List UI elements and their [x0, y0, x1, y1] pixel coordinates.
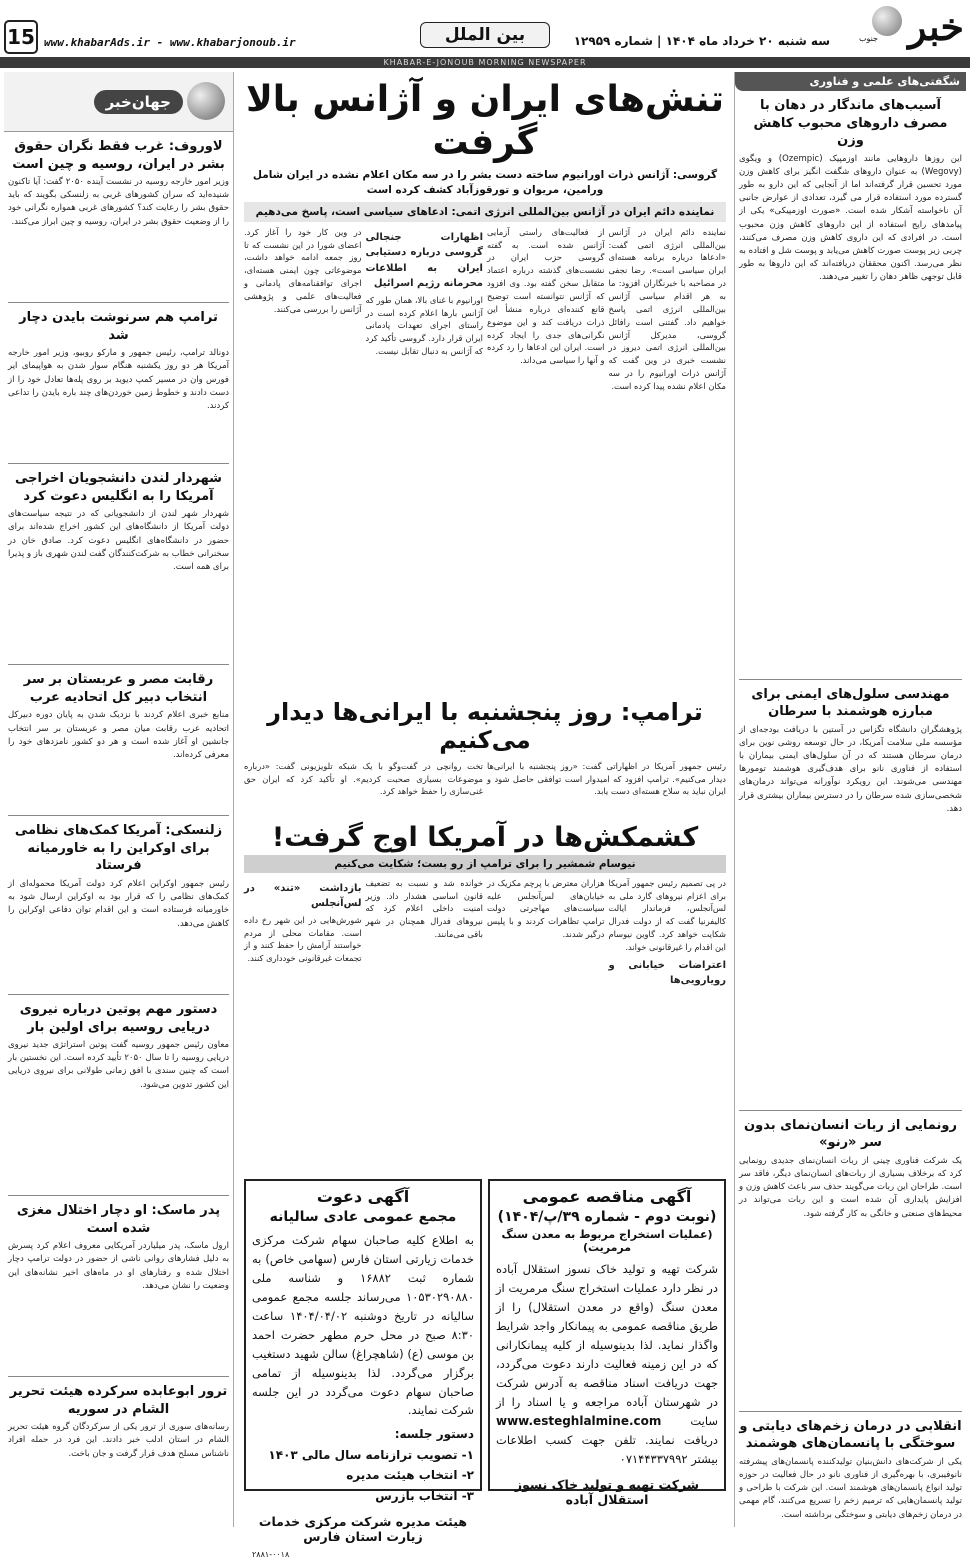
agenda-item: ۱- تصویب ترازنامه سال مالی ۱۴۰۳	[268, 1447, 474, 1462]
page-number: 15	[4, 20, 38, 54]
world-news-header	[4, 72, 233, 132]
us-tensions-subhead: نیوسام شمشیر را برای ترامپ از رو بست؛ شکایت می‌کنیم	[244, 855, 726, 873]
agenda-item: ۳- انتخاب بازرس	[375, 1488, 474, 1503]
meeting-advertisement	[244, 1179, 482, 1559]
trump-headline[interactable]: ترامپ: روز پنجشنبه با ایرانی‌ها دیدار می‌کنیم	[267, 697, 703, 754]
article-body: رئیس جمهور اوکراین اعلام کرد دولت آمریکا محموله‌ای از کمک‌های نظامی را که قرار بود به اوکراین ارسال شود به خاورمیانه فرستاده است و این اقدام توان دفاعی اوکراین را کاهش می‌دهد.	[8, 879, 229, 929]
agenda-label: دستور جلسه:	[394, 1427, 474, 1442]
article-title[interactable]: رقابت مصر و عربستان بر سر انتخاب دبیر کل اتحادیه عرب	[23, 672, 214, 705]
main-article-columns	[240, 222, 730, 692]
article-body: دونالد ترامپ، رئیس جمهور و مارکو روبیو، وزیر امور خارجه آمریکا هر دو روز یکشنبه هنگام سوار شدن به هواپیمای ایر فورس وان در مسیر کمپ دیوید بر روی پله‌ها تعادل خود را از دست دادند و خطوط زمین خوردن‌های چند باره بایدن را تداعی کردند.	[8, 348, 229, 411]
divider	[8, 994, 229, 995]
inline-heading: اعتراضات خیابانی و رویارویی‌ها	[608, 959, 726, 987]
article-title[interactable]: شهردار لندن دانشجویان اخراجی آمریکا را به انگلیس دعوت کرد	[15, 471, 222, 504]
article-body: رسانه‌های سوری از ترور یکی از سرکردگان گروه هیئت تحریر الشام در استان ادلب خبر دادند. این فرد در حمله افراد ناشناس مسلح هدف قرار گرفت و جان باخت.	[8, 1422, 229, 1459]
article-text: در پی تصمیم رئیس جمهور آمریکا برای اعزام نیروهای گارد ملی به لس‌آنجلس، فرماندار ایالت کالیفرنیا گفت که از دولت فدرال شکایت خواهد کرد. گاوین نیوسام این اقدام را غیرقانونی خواند.	[608, 877, 726, 953]
us-tensions-headline[interactable]: کشمکش‌ها در آمریکا اوج گرفت!	[271, 821, 699, 853]
globe-icon	[187, 82, 225, 120]
ad-text: شرکت تهیه و تولید خاک نسوز استقلال آباده در نظر دارد عملیات استخراج سنگ مرمریت از معدن سنگ (واقع در معدن استقلال) را از طریق مناقصه عمومی به پیمانکار واجد شرایط واگذار نماید. لذا بدینوسیله از کلیه پیمانکارانی که در این زمینه فعالیت دارند دعوت می‌گردد، جهت دریافت اسناد مناقصه به آدرس شرکت در شهرستان آباده مراجعه و یا اسناد را از سایت	[496, 1261, 718, 1428]
ad-footer: هیئت مدیره شرکت مرکزی خدمات زیارت استان فارس	[258, 1514, 468, 1544]
main-news-area	[240, 72, 730, 1559]
article-text: اورانیوم با غنای بالا، همان طور که آژانس بارها اعلام کرده است در راستای اجرای تعهدات پادمانی ایران قرار دارد. گروسی تأکید کرد که آژانس به دنبال تقابل نیست.	[365, 294, 483, 357]
divider	[739, 679, 962, 680]
advertisements	[240, 1173, 730, 1559]
article-title[interactable]: زلنسکی: آمریکا کمک‌های نظامی برای اوکراین را به خاورمیانه فرستاد	[14, 823, 223, 874]
main-subhead-secondary: نماینده دائم ایران در آژانس بین‌المللی انرژی اتمی: ادعاهای سیاسی است، پاسخ می‌دهیم	[244, 202, 726, 222]
article-column: در وین کار خود را آغاز کرد. اعضای شورا در این نشست که تا روز جمعه ادامه خواهد داشت، موضوعاتی چون ایمنی هسته‌ای، اجرای توافقنامه‌های پادمانی و فعالیت‌های علمی و پژوهشی آژانس را بررسی می‌کنند.	[244, 226, 362, 314]
article-column: از فعالیت‌های راستی آزمایی آژانس شده است. به گفته گروسی حزب ایران در نشست‌های گذشته درباره اعتماد متقابل سخن گفته بود. وی افزود که آژانس نتوانسته است توضیح قانع کننده‌ای درباره منشأ این ذرات دریافت کند و این موضوع نگرانی‌های جدی را ایجاد کرده است. ایران این ادعاها را رد کرده و آنها را سیاسی می‌داند.	[487, 226, 605, 366]
main-headline[interactable]: تنش‌های ایران و آژانس بالا گرفت	[245, 79, 725, 164]
article-title[interactable]: مهندسی سلول‌های ایمنی برای مبارزه هوشمند با سرطان	[751, 686, 950, 720]
article-column: نماینده دائم ایران در آژانس بین‌المللی انرژی اتمی گفت: «ادعاها درباره برنامه هسته‌ای ایران سیاسی است». رضا نجفی در مصاحبه با خبرنگاران افزود: ما به هر اقدام سیاسی آژانس بین‌المللی انرژی اتمی پاسخ خواهیم داد. گفتنی است رافائل گروسی، مدیرکل آژانس بین‌المللی انرژی اتمی دیروز در نشست خبری در وین گفت که آژانس ذرات اورانیوم را در سه مکان اعلام نشده پیدا کرده است.	[608, 226, 726, 392]
article-column	[244, 877, 362, 1169]
inline-heading: بازداشت «تند» در لس‌آنجلس	[244, 882, 362, 910]
divider	[8, 302, 229, 303]
globe-icon	[872, 6, 902, 36]
article-column	[366, 226, 484, 688]
masthead-banner: KHABAR-E-JONOUB MORNING NEWSPAPER	[0, 57, 970, 68]
article-body: منابع خبری اعلام کردند با نزدیک شدن به پایان دوره دبیرکل اتحادیه عرب رقابت میان مصر و عربستان بر سر انتخاب جانشین او آغاز شده است و هر دو کشور نامزدهای خود را معرفی کرده‌اند.	[8, 710, 229, 760]
article-column: خوانده شد و نسبت به تضعیف قانون اساسی هشدار داد. وزیر امنیت داخلی اعلام کرد که نیروهای فدرال همچنان در شهر باقی می‌مانند.	[365, 877, 483, 940]
divider	[8, 1376, 229, 1377]
article-body: این روزها داروهایی مانند اوزمپیک (Ozempic) و ویگوی (Wegovy) به عنوان داروهای شگفت انگیز برای کاهش وزن مورد تحسین قرار گرفته‌اند اما از آنجایی که این دارو به طور گسترده مورد استفاده قرار می گیرد، تعدادی از عوارض جانبی آن ناخواسته آشکار شده است. «صورت اوزمپیکی» یکی از پیامدهای رایج استفاده از این داروهای کاهش وزن محبوب است. در افرادی که این داروی کاهش وزن مصرف می‌کنند، چربی زیر پوست صورت کاهش می‌یابد و پوست شل و افتاده به نظر می‌رسد. اکنون محققان دریافته‌اند که این داروها به طور قابل توجهی ظاهر دهان را تغییر می‌دهند.	[739, 153, 962, 283]
divider	[739, 1110, 962, 1111]
article-body: شهردار شهر لندن از دانشجویانی که در نتیجه سیاست‌های دولت آمریکا از دانشگاه‌های این کشور اخراج شده‌اند برای حضور در دانشگاه‌های انگلیس دعوت کرد. صادق خان در سخنرانی خطاب به شرکت‌کنندگان گفت لندن شهری باز و پذیرا برای همه است.	[8, 509, 229, 572]
ad-code: ۲۸۸۱-۰۰۱۸	[252, 1550, 290, 1559]
agenda-item: ۲- انتخاب هیئت مدیره	[346, 1468, 474, 1483]
ad-footer: شرکت تهیه و تولید خاک نسوز استقلال آباده	[514, 1477, 700, 1508]
newspaper-logo	[844, 4, 964, 49]
column-label: جهان‌خبر	[94, 90, 183, 114]
inline-heading: اظهارات جنجالی گروسی درباره دستیابی ایران به اطلاعات محرمانه رژیم اسرائیل	[365, 231, 483, 290]
divider	[739, 1411, 962, 1412]
trump-article-columns	[240, 756, 730, 816]
divider	[8, 815, 229, 816]
section-title: بین الملل	[420, 22, 550, 48]
article-column	[609, 877, 727, 1169]
article-title[interactable]: لاوروف: غرب فقط نگران حقوق بشر در ایران، روسیه و چین است	[12, 139, 225, 172]
tender-advertisement	[488, 1179, 726, 1508]
ad-url[interactable]: www.esteghlalmine.com	[496, 1413, 662, 1428]
masthead	[0, 0, 970, 67]
ad-body: به اطلاع کلیه صاحبان سهام شرکت مرکزی خدمات زیارتی استان فارس (سهامی خاص) به شماره ثبت ۱۶۸۸۲ و شناسه ملی ۱۰۵۳۰۲۹۰۸۸۰ می‌رساند جلسه مجمع عمومی سالیانه در تاریخ دوشنبه ۱۴۰۴/۰۴/۰۲ ساعت ۸:۳۰ صبح در محل حرم مطهر حضرت احمد بن موسی (ع) (شاهچراغ) سالن شهید دستغیب برگزار می‌گردد. لذا بدینوسیله از تمامی صاحبان سهام دعوت می‌گردد در این جلسه شرکت نمایند.	[252, 1232, 474, 1418]
column-label: شگفتی‌های علمی و فناوری	[735, 72, 966, 91]
dateline: سه شنبه ۲۰ خرداد ماه ۱۴۰۴ | شماره ۱۲۹۵۹	[573, 34, 830, 48]
article-title[interactable]: رونمایی از ربات انسان‌نمای بدون سر «رنو»	[744, 1117, 957, 1151]
article-title[interactable]: ترور ابوعابده سرکرده هیئت تحریر الشام در سوریه	[9, 1384, 228, 1417]
article-title[interactable]: ترامپ هم سرنوشت بایدن دچار شد	[19, 310, 218, 343]
article-body: پژوهشگران دانشگاه تگزاس در آستین با دریافت بودجه‌ای از مؤسسه ملی سلامت آمریکا، در حال توسعه روشی نوین برای درمان سرطان هستند که در آن سلول‌های ایمنی بیماران با استفاده از فناوری نانو برای هدف‌گیری هوشمند تومورها مهندسی می‌شوند. این رویکرد نوآورانه می‌تواند درمان‌های شخصی‌سازی شده سرطان را در دسترس بیماران بیشتری قرار دهد.	[739, 724, 962, 814]
article-title[interactable]: آسیب‌های ماندگار در دهان با مصرف داروهای محبوب کاهش وزن	[753, 98, 948, 149]
ad-title: آگهی مناقصه عمومی	[522, 1186, 692, 1206]
article-body: معاون رئیس جمهور روسیه گفت پوتین استراتژی جدید نیروی دریایی روسیه را تا سال ۲۰۵۰ تأیید کرده است. این نخستین بار است که چنین سندی با افق زمانی طولانی برای نیروی دریایی این کشور تدوین می‌شود.	[8, 1040, 229, 1090]
article-body: وزیر امور خارجه روسیه در نشست آینده ۲۰۵۰ گفت: آیا تاکنون شنیده‌اید که سران کشورهای غربی به زلنسکی بگویند که باید حقوق بشر را رعایت کند؟ کشورهای غربی همواره نگرانی خود را از وضعیت حقوق بشر در ایران، روسیه و چین ابراز می‌کنند.	[8, 177, 229, 227]
ad-title: آگهی دعوت	[316, 1186, 410, 1206]
ad-text: دریافت نمایند. تلفن جهت کسب اطلاعات بیشتر ۰۷۱۴۴۳۳۷۹۹۲	[496, 1433, 718, 1467]
ad-subtitle: مجمع عمومی عادی سالیانه	[269, 1208, 457, 1225]
article-body: ارول ماسک، پدر میلیاردر آمریکایی معروف اعلام کرد پسرش به دلیل فشارهای روانی ناشی از حضور در دولت ترامپ دچار اختلال شده و رفتارهای او در ماه‌های اخیر نشانه‌های این وضعیت را نشان می‌دهد.	[8, 1241, 229, 1291]
divider	[8, 463, 229, 464]
article-body: یک شرکت فناوری چینی از ربات انسان‌نمای جدیدی رونمایی کرد که برخلاف بسیاری از ربات‌های انسان‌نمای دیگر، فاقد سر است. طراحان این ربات می‌گویند حذف سر باعث کاهش وزن و افزایش پایداری آن شده است و این ربات می‌تواند در محیط‌های صنعتی و خانگی به کار گرفته شود.	[739, 1155, 962, 1219]
article-title[interactable]: پدر ماسک: او دچار اختلال مغزی شده است	[16, 1203, 221, 1236]
ad-agenda	[252, 1424, 474, 1506]
article-title[interactable]: انقلابی در درمان زخم‌های دیابتی و سوختگی با پانسمان‌های هوشمند	[739, 1418, 962, 1452]
ad-subtitle: (نوبت دوم - شماره ۳۹/پ/۱۴۰۴)	[497, 1208, 717, 1225]
ad-body	[496, 1260, 718, 1469]
article-text: شورش‌هایی در این شهر رخ داده است. مقامات محلی از مردم خواستند آرامش را حفظ کنند و از تجمعات غیرقانونی خودداری کنند.	[244, 914, 362, 964]
main-subhead: گروسی: آژانس ذرات اورانیوم ساخته دست بشر را در سه مکان اعلام نشده در ایران شامل ورامین، مریوان و تورقوزآباد کشف کرده است	[252, 169, 718, 197]
article-body: یکی از شرکت‌های دانش‌بنیان تولیدکننده پانسمان‌های پیشرفته نانوفیبری، با بهره‌گیری از فناوری نانو در حال فعالیت در حوزه تولید انواع پانسمان‌های هوشمند است. این شرکت با طراحی و تولید پانسمان‌هایی که ترمیم زخم را تسریع می‌کنند، گام مهمی در درمان زخم‌های دیابتی و سوختگی برداشته است.	[739, 1456, 962, 1520]
article-column: هزاران معترض با پرچم مکزیک در خیابان‌های لس‌آنجلس علیه سیاست‌های مهاجرتی دولت ترامپ تظاهرات کردند و با پلیس درگیر شدند.	[487, 877, 605, 940]
world-news-column	[4, 72, 234, 1527]
article-title[interactable]: دستور مهم پوتین درباره نیروی دریایی روسیه برای اولین بار	[19, 1002, 218, 1035]
article-column: رئیس جمهور آمریکا در اظهاراتی گفت: «روز پنجشنبه با ایرانی‌ها دیدار می‌کنیم». ترامپ افزود که امیدوار است توافقی حاصل شود و ایران نباید به سلاح هسته‌ای دست یابد.	[487, 760, 726, 797]
site-url[interactable]: www.khabarAds.ir - www.khabarjonoub.ir	[44, 36, 296, 49]
divider	[8, 664, 229, 665]
article-column: تخت روانچی در گفت‌وگو با یک شبکه تلویزیونی گفت: «درباره موضوعات بسیاری صحبت کردیم». او تأکید کرد که ایران حق غنی‌سازی را حفظ خواهد کرد.	[244, 760, 483, 797]
logo-text: خبر	[908, 4, 964, 49]
divider	[8, 1195, 229, 1196]
us-tensions-columns	[240, 873, 730, 1173]
logo-subtext: جنوب	[858, 34, 878, 43]
science-column	[734, 72, 966, 1527]
ad-subtitle: (عملیات استخراج مربوط به معدن سنگ مرمریت)	[501, 1227, 713, 1254]
